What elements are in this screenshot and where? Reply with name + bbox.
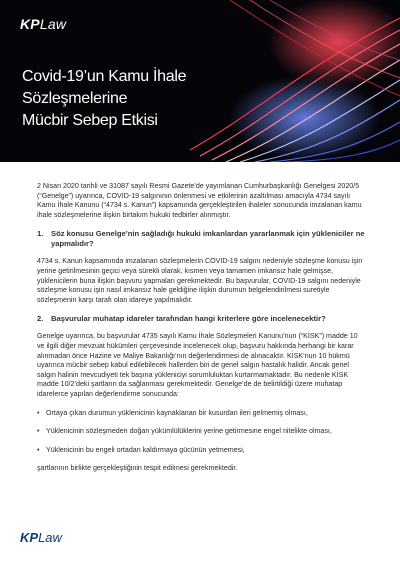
list-item (37, 446, 365, 456)
logo-law-text: Law (39, 16, 67, 32)
closing-paragraph: şartlarının birlikte gerçekleştiğinin tespit edilmesi gerekmektedir. (37, 464, 238, 473)
section-2-paragraph: Genelge uyarınca, bu başvurular 4735 sayılı Kamu İhale Sözleşmeleri Kanunu’nun (“KİSK”) madde 10 ve ilgili diğer mevzuat hükümleri çerçevesinde incelenecek olup, başvuru hakkında herhangi bir karar alınmadan önce Hazine ve Maliye Bakanlığı’nın değerlendirmesi de alınacaktır. KİSK’nun 10 hükmü uyarınca mücbir sebep kabul edilebilecek hallerden biri de genel salgın hastalık halidir. Ancak genel salgın halinin mevcudiyeti tek başına yükleniciyi sorumluluktan kurtarmamaktadır. Bu nedenle KİSK madde 10/2’deki şartların da sağlanması gerekmektedir. Genelge’de de belirtildiği üzere muhatap idarelerce yapılan değerlendirme sonucunda: (37, 332, 358, 398)
page-title-line-1: Covid-19’un Kamu İhale Sözleşmelerine (22, 68, 187, 107)
list-item (37, 409, 365, 419)
footer-logo-law-text: Law (38, 530, 62, 545)
list-item (37, 427, 365, 437)
bullet-icon: • (37, 445, 40, 454)
header-banner (0, 0, 400, 162)
list-item-text: Yüklenicinin sözleşmeden doğan yükümlülüklerini yerine getirmesine engel nitelikte olması, (46, 427, 332, 436)
section-1-paragraph: 4734 s. Kanun kapsamında imzalanan sözleşmelerin COVID-19 salgını nedeniyle sözleşme konusu işin yerine getirilmesinin geçici veya sürekli olarak, kısmen veya tamamen imkansız hale gelmişse, yüklenicilerin buna ilişkin başvuru yapmaları gerekmektedir. Bu başvurular, COVID-19 salgını nedeniyle sözleşme konusu işin nasıl imkansız hale geldiğine ilişkin durumun belgelendirilmesi suretiyle sözleşmenin karşı tarafı olan idareye yapılmalıdır. (37, 257, 363, 304)
section-2-heading (37, 314, 365, 324)
section-1-heading-text: Söz konusu Genelge’nin sağladığı hukuki imkanlardan yararlanmak için yükleniciler ne yapmalıdır? (51, 229, 365, 249)
intro-paragraph: 2 Nisan 2020 tarihli ve 31087 sayılı Resmi Gazete’de yayımlanan Cumhurbaşkanlığı Genelgesi 2020/5 (“Genelge”) uyarınca, COVID-19 salgınının önlenmesi ve etkilerinin azaltılması amacıyla 4734 sayılı Kamu İhale Kanunu (“4734 s. Kanun”) kapsamında gerçekleştirilen ihaleler sonucunda imzalanan kamu ihale sözleşmelerine ilişkin birtakım hukuki tedbirler alınmıştır. (37, 182, 362, 219)
list-item-text: Yüklenicinin bu engeli ortadan kaldırmaya gücünün yetmemesi, (46, 445, 245, 454)
section-1-number: 1. (37, 229, 44, 239)
section-2-number: 2. (37, 314, 44, 324)
section-2-heading-text: Başvurular muhatap idareler tarafından hangi kriterlere göre incelenecektir? (51, 314, 326, 324)
bullet-icon: • (37, 408, 40, 417)
footer-kp-law-logo (20, 530, 62, 545)
kp-law-logo (20, 16, 66, 32)
footer-logo-kp-text: KP (20, 530, 39, 545)
page-title (22, 66, 282, 132)
article-body (37, 182, 365, 483)
page-title-line-2: Mücbir Sebep Etkisi (22, 112, 158, 129)
section-1-heading (37, 229, 365, 249)
logo-kp-text: KP (20, 16, 40, 32)
list-item-text: Ortaya çıkan durumun yüklenicinin kaynaklanan bir kusurdan ileri gelmemiş olması, (46, 408, 308, 417)
bullet-icon: • (37, 427, 40, 436)
